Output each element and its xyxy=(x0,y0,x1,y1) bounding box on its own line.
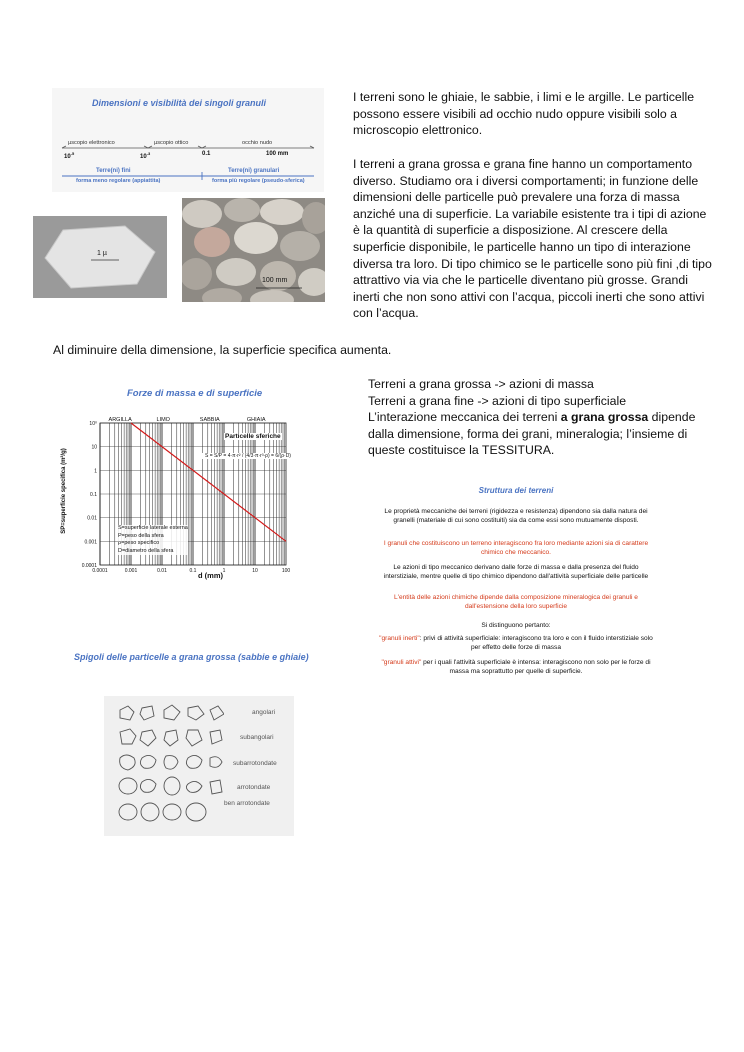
x-tick-label: 1 xyxy=(222,568,226,574)
struttura-title: Struttura dei terreni xyxy=(478,486,554,495)
spigoli-panel xyxy=(104,696,294,836)
region-label: SABBIA xyxy=(199,417,220,423)
region-label: ARGILLA xyxy=(108,417,132,423)
y-tick-label: 10 xyxy=(91,444,97,451)
struttura-p2: I granuli che costituiscono un terreno interagiscono fra loro mediante azioni sia di carattere chimico che meccanico. xyxy=(383,540,649,556)
grana-fine-line: Terreni a grana fine -> azioni di tipo superficiale xyxy=(368,393,627,408)
clay-scale-label: 1 µ xyxy=(97,250,107,257)
comportamento-paragraph: I terreni a grana grossa e grana fine hanno un comportamento diverso. Studiamo ora i diversi comportamenti; in funzione delle dimensioni delle particelle può prevalere una forza di massa anziché una di superficie. La variabile esistente tra i tipi di azione è la quantità di superficie a disposizione. Al crescere della superficie disponibile, le particelle hanno un tipo di interazione diversa tra loro. Di tipo chimico se le particelle sono più fini ,di tipo attrattivo via via che le particelle diventano più grosse. Grandi inerti che non sono attivi con l’acqua, piccoli inerti che sono attivi con l’acqua. xyxy=(353,157,712,321)
x-tick-label: 0.001 xyxy=(124,568,138,574)
row-label-subangolari: subangolari xyxy=(240,734,274,741)
x-tick-label: 100 xyxy=(281,568,291,574)
y-tick-label: 0.01 xyxy=(87,515,97,522)
legend-item: P=peso della sfera xyxy=(118,532,164,539)
tick-10-5: $10^{-5}$ xyxy=(64,151,75,160)
gravel-scale-label: 100 mm xyxy=(262,277,288,284)
superficie-specifica-line: Al diminuire della dimensione, la superficie specifica aumenta. xyxy=(53,343,392,357)
figure-dimensioni xyxy=(52,88,324,192)
legend-items xyxy=(118,525,188,555)
tick-100mm: 100 mm xyxy=(266,151,289,157)
y-tick-label: 10⁰ xyxy=(89,421,97,427)
region-label: GHIAIA xyxy=(246,417,266,423)
figure-dimensioni-title: Dimensioni e visibilità dei singoli granuli xyxy=(92,98,267,108)
gravel-photo xyxy=(182,198,325,302)
x-tick-label: 0.01 xyxy=(157,568,167,574)
chart-svg xyxy=(56,403,298,583)
gravel-stones xyxy=(182,198,325,302)
chart-region xyxy=(56,403,298,583)
intro-paragraph: I terreni sono le ghiaie, le sabbie, i limi e le argille. Le particelle possono essere visibili ad occhio nudo oppure visibili solo a microscopio elettronico. xyxy=(353,90,695,138)
row-label-ben-arrotondate: ben arrotondate xyxy=(224,800,270,807)
tick-10-3: $10^{-3}$ xyxy=(140,151,151,160)
row-label-subarrotondate: subarrotondate xyxy=(233,760,277,767)
x-tick-label: 0.1 xyxy=(189,568,197,574)
coarse-title: Terre(ni) granulari xyxy=(228,168,280,174)
chart-ylabel: SP=superficie specifica (m²/g) xyxy=(61,448,67,534)
tick-0-1: 0.1 xyxy=(202,151,211,157)
chart-title: Forze di massa e di superficie xyxy=(127,388,263,399)
scale-label-electronic: µscopio elettronico xyxy=(68,140,115,146)
y-tick-label: 0.1 xyxy=(90,492,97,498)
row-label-arrotondate: arrotondate xyxy=(237,784,271,791)
y-tick-label: 1 xyxy=(94,468,97,475)
struttura-box xyxy=(376,486,656,676)
x-tick-label: 10 xyxy=(252,568,258,574)
legend-item: D=diametro della sfera xyxy=(118,547,174,554)
struttura-p4: L'entità delle azioni chimiche dipende dalla composizione mineralogica dei granuli e dall'estensione della loro superficie xyxy=(394,594,638,610)
coarse-desc: forma più regolare (pseudo-sferica) xyxy=(212,178,305,184)
fine-desc: forma meno regolare (appiattita) xyxy=(76,178,161,184)
struttura-p6: "granuli inerti": privi di attività superficiale: interagiscono tra loro e con il fluido interstiziale solo per effetto delle forze di massa xyxy=(379,635,653,651)
legend-item: S=superficie laterale esterna xyxy=(118,525,188,531)
clay-crystal-shape xyxy=(33,216,167,298)
struttura-p3: Le azioni di tipo meccanico derivano dalle forze di massa e dalla presenza del fluido interstiziale, mentre quelle di tipo chimico dipendono dall'attività superficiale delle particelle xyxy=(383,564,649,580)
struttura-p7: "granuli attivi" per i quali l'attività superficiale è intensa: interagiscono non solo per le forze di massa ma soprattutto per quelle di superficie. xyxy=(381,659,651,675)
scale-label-optical: µscopio ottico xyxy=(154,140,189,146)
fine-title: Terre(ni) fini xyxy=(96,168,131,174)
chart-xlabel: d (mm) xyxy=(198,571,223,580)
y-tick-label: 0.0001 xyxy=(81,563,97,569)
tessitura-text: L’interazione meccanica dei terreni a grana grossa dipende dalla dimensione, forma dei grani, mineralogia; l’insieme di queste costituisce la TESSITURA. xyxy=(368,410,696,458)
grana-grossa-bold: a grana grossa xyxy=(560,410,649,425)
grana-summary xyxy=(368,376,713,459)
struttura-p1: Le proprietà meccaniche dei terreni (rigidezza e resistenza) dipendono sia dalla natura dei granelli (materiale di cui sono costituiti) sia da come essi sono mutuamente disposti. xyxy=(384,508,648,524)
struttura-p5: Si distinguono pertanto: xyxy=(481,622,551,629)
y-tick-label: 0.001 xyxy=(84,539,97,546)
particle-shapes xyxy=(114,702,224,832)
clay-particle-photo xyxy=(33,216,167,298)
spigoli-title: Spigoli delle particelle a grana grossa (sabbie e ghiaie) xyxy=(74,652,309,662)
legend-item: ρ=peso specifico xyxy=(118,540,160,546)
row-label-angolari: angolari xyxy=(252,709,276,716)
scale-label-naked-eye: occhio nudo xyxy=(242,140,273,146)
grana-grossa-line: Terreni a grana grossa -> azioni di massa xyxy=(368,377,594,391)
legend-title: Particelle sferiche xyxy=(225,433,281,440)
legend-formula: S = S/P = 4·π·r² / (4/3·π·r³·ρ) = 6/(ρ·D) xyxy=(202,453,294,459)
region-label: LIMO xyxy=(156,417,170,423)
x-tick-label: 0.0001 xyxy=(92,568,108,574)
